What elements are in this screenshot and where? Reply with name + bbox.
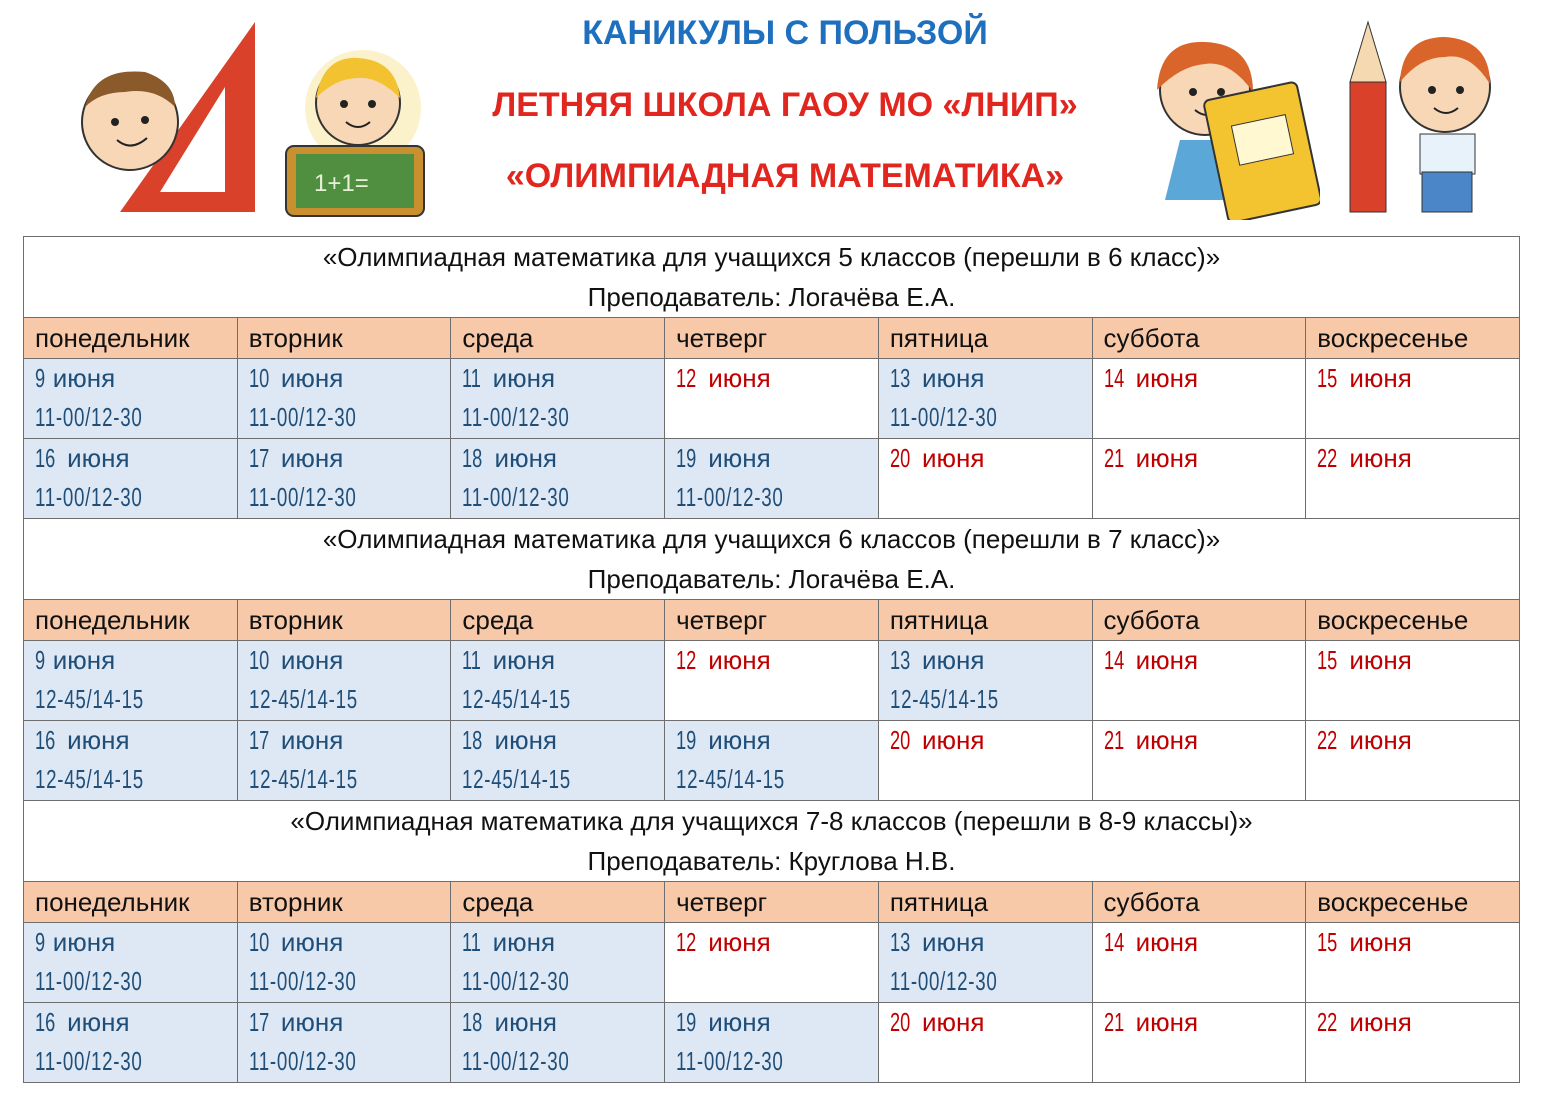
date-number: 17 [248,1007,269,1037]
weekday-header: вторник [237,318,451,359]
date-label: 10 июня [249,923,451,962]
heading-line-2: ЛЕТНЯЯ ШКОЛА ГАОУ МО «ЛНИП» [492,86,1078,124]
class-time: 11-00/12-30 [462,402,570,432]
class-time: 11-00/12-30 [889,402,998,432]
weekday-header-row [24,600,1520,641]
date-number: 22 [1317,1007,1338,1037]
date-label: 12 июня [676,641,878,680]
section-title-cell [24,519,1520,600]
weekday-header: среда [451,600,665,641]
date-number: 13 [889,927,911,957]
girl-with-book-illustration [1135,30,1320,220]
date-label: 14 июня [1104,923,1306,962]
date-number: 10 [248,645,269,675]
date-label: 17 июня [249,1003,451,1042]
weekday-header: вторник [237,600,451,641]
weekday-header: среда [451,882,665,923]
date-label: 11 июня [462,359,664,398]
weekday-header: воскресенье [1306,882,1520,923]
week-row [24,641,1520,721]
date-label: 12 июня [676,923,878,962]
weekday-header: пятница [878,882,1092,923]
weekday-header: четверг [665,318,879,359]
week-row [24,721,1520,801]
date-label: 18 июня [462,721,664,760]
date-label: 13 июня [890,923,1092,962]
weekday-header: понедельник [24,318,238,359]
weekday-header: пятница [878,600,1092,641]
class-time: 11-00/12-30 [462,482,570,512]
date-label: 18 июня [462,1003,664,1042]
date-label: 19 июня [676,1003,878,1042]
class-time: 11-00/12-30 [248,1046,357,1076]
class-time: 11-00/12-30 [35,966,143,996]
heading-line-3: «ОЛИМПИАДНАЯ МАТЕМАТИКА» [505,157,1065,195]
class-time: 12-45/14-15 [889,684,999,714]
class-day-cell [451,1003,665,1083]
weekday-header: вторник [237,882,451,923]
class-time: 11-00/12-30 [462,966,570,996]
class-time: 12-45/14-15 [462,684,572,714]
date-number: 9 [35,645,46,675]
date-label: 9 июня [35,923,237,962]
date-number: 22 [1317,443,1338,473]
date-number: 13 [889,645,911,675]
weekday-header: суббота [1092,600,1306,641]
day-off-cell [1092,923,1306,1003]
day-off-cell [1092,1003,1306,1083]
date-number: 9 [35,927,46,957]
date-number: 14 [1103,645,1124,675]
section-title-row [24,801,1520,882]
date-number: 19 [676,725,697,755]
day-off-cell [665,641,879,721]
date-label: 10 июня [249,359,451,398]
weekday-header: среда [451,318,665,359]
date-label: 20 июня [890,721,1092,760]
day-off-cell [1092,439,1306,519]
page-header [0,0,1544,232]
class-time: 11-00/12-30 [35,1046,143,1076]
date-label: 20 июня [890,439,1092,478]
class-day-cell [237,1003,451,1083]
class-day-cell [24,641,238,721]
date-number: 16 [35,443,56,473]
section-title-row [24,519,1520,600]
class-time: 11-00/12-30 [462,1046,570,1076]
course-title: «Олимпиадная математика для учащихся 5 классов (перешли в 6 класс)» [322,242,1221,272]
week-row [24,439,1520,519]
class-day-cell [878,641,1092,721]
class-day-cell [451,721,665,801]
date-label: 15 июня [1317,359,1519,398]
weekday-header: суббота [1092,318,1306,359]
date-number: 10 [248,927,269,957]
day-off-cell [878,721,1092,801]
teacher-name: Преподаватель: Круглова Н.В. [587,846,956,876]
weekday-header: четверг [665,882,879,923]
date-label: 15 июня [1317,923,1519,962]
class-time: 12-45/14-15 [248,764,358,794]
class-day-cell [451,359,665,439]
class-time: 11-00/12-30 [889,966,998,996]
section-title-cell [24,237,1520,318]
date-number: 14 [1103,363,1124,393]
class-day-cell [451,439,665,519]
class-time: 11-00/12-30 [35,482,143,512]
week-row [24,1003,1520,1083]
class-day-cell [237,439,451,519]
weekday-header: воскресенье [1306,600,1520,641]
date-number: 12 [676,927,697,957]
class-time: 11-00/12-30 [676,1046,784,1076]
class-day-cell [24,1003,238,1083]
section-title-row [24,237,1520,318]
day-off-cell [1092,641,1306,721]
teacher-name: Преподаватель: Логачёва Е.А. [587,282,956,312]
class-day-cell [665,1003,879,1083]
class-time: 11-00/12-30 [248,402,357,432]
date-number: 20 [889,1007,911,1037]
course-title: «Олимпиадная математика для учащихся 6 классов (перешли в 7 класс)» [322,524,1221,554]
course-title: «Олимпиадная математика для учащихся 7-8 классов (перешли в 8-9 классы)» [290,806,1253,836]
date-number: 17 [248,725,269,755]
heading-line-1: КАНИКУЛЫ С ПОЛЬЗОЙ [582,14,988,52]
teacher-name: Преподаватель: Логачёва Е.А. [587,564,956,594]
date-number: 12 [676,363,697,393]
day-off-cell [1306,641,1520,721]
date-number: 22 [1317,725,1338,755]
date-number: 10 [248,363,269,393]
date-label: 10 июня [249,641,451,680]
date-label: 21 июня [1104,721,1306,760]
date-label: 22 июня [1317,721,1519,760]
day-off-cell [1306,721,1520,801]
section-title-cell [24,801,1520,882]
week-row [24,359,1520,439]
class-time: 11-00/12-30 [248,482,357,512]
chalkboard-text: 1+1= [314,170,369,197]
class-day-cell [24,359,238,439]
day-off-cell [878,1003,1092,1083]
class-day-cell [878,923,1092,1003]
date-label: 20 июня [890,1003,1092,1042]
day-off-cell [1092,359,1306,439]
date-number: 19 [676,1007,697,1037]
date-label: 15 июня [1317,641,1519,680]
day-off-cell [878,439,1092,519]
date-number: 11 [462,927,482,957]
date-number: 15 [1317,645,1338,675]
class-day-cell [451,641,665,721]
class-day-cell [24,923,238,1003]
class-day-cell [237,359,451,439]
date-number: 15 [1317,363,1338,393]
day-off-cell [1306,923,1520,1003]
class-time: 12-45/14-15 [676,764,785,794]
class-day-cell [451,923,665,1003]
date-label: 16 июня [35,439,237,478]
class-day-cell [878,359,1092,439]
date-number: 17 [248,443,269,473]
date-label: 16 июня [35,721,237,760]
date-number: 21 [1103,443,1124,473]
class-time: 12-45/14-15 [462,764,572,794]
class-day-cell [24,721,238,801]
date-label: 9 июня [35,641,237,680]
week-row [24,923,1520,1003]
date-label: 17 июня [249,721,451,760]
schedule-table [23,236,1520,1083]
date-number: 11 [462,645,482,675]
date-label: 19 июня [676,439,878,478]
weekday-header: пятница [878,318,1092,359]
class-day-cell [665,439,879,519]
date-number: 20 [889,725,911,755]
date-label: 11 июня [462,641,664,680]
day-off-cell [665,923,879,1003]
date-number: 16 [35,1007,56,1037]
day-off-cell [1306,359,1520,439]
date-number: 15 [1317,927,1338,957]
date-label: 14 июня [1104,641,1306,680]
day-off-cell [1306,1003,1520,1083]
date-number: 9 [35,363,46,393]
weekday-header: суббота [1092,882,1306,923]
date-label: 13 июня [890,359,1092,398]
date-label: 22 июня [1317,439,1519,478]
date-label: 21 июня [1104,439,1306,478]
weekday-header: понедельник [24,882,238,923]
date-label: 16 июня [35,1003,237,1042]
date-label: 14 июня [1104,359,1306,398]
date-label: 19 июня [676,721,878,760]
weekday-header: воскресенье [1306,318,1520,359]
date-number: 18 [462,443,483,473]
day-off-cell [1092,721,1306,801]
class-day-cell [237,923,451,1003]
date-number: 11 [462,363,482,393]
date-label: 17 июня [249,439,451,478]
date-label: 9 июня [35,359,237,398]
class-day-cell [237,721,451,801]
date-number: 16 [35,725,56,755]
date-number: 18 [462,725,483,755]
class-time: 12-45/14-15 [35,764,144,794]
date-number: 12 [676,645,697,675]
weekday-header-row [24,882,1520,923]
class-time: 11-00/12-30 [248,966,357,996]
date-number: 18 [462,1007,483,1037]
boy-with-triangle-illustration [35,12,260,222]
date-number: 20 [889,443,911,473]
weekday-header: четверг [665,600,879,641]
class-day-cell [665,721,879,801]
date-label: 21 июня [1104,1003,1306,1042]
weekday-header: понедельник [24,600,238,641]
date-label: 12 июня [676,359,878,398]
date-label: 11 июня [462,923,664,962]
class-time: 11-00/12-30 [35,402,143,432]
class-day-cell [237,641,451,721]
class-time: 12-45/14-15 [248,684,358,714]
date-number: 21 [1103,1007,1124,1037]
date-label: 22 июня [1317,1003,1519,1042]
class-time: 12-45/14-15 [35,684,144,714]
date-number: 19 [676,443,697,473]
date-number: 14 [1103,927,1124,957]
class-day-cell [24,439,238,519]
day-off-cell [1306,439,1520,519]
boy-with-pencil-illustration [1340,12,1510,222]
day-off-cell [665,359,879,439]
date-number: 21 [1103,725,1124,755]
date-number: 13 [889,363,911,393]
date-label: 13 июня [890,641,1092,680]
class-time: 11-00/12-30 [676,482,784,512]
weekday-header-row [24,318,1520,359]
date-label: 18 июня [462,439,664,478]
